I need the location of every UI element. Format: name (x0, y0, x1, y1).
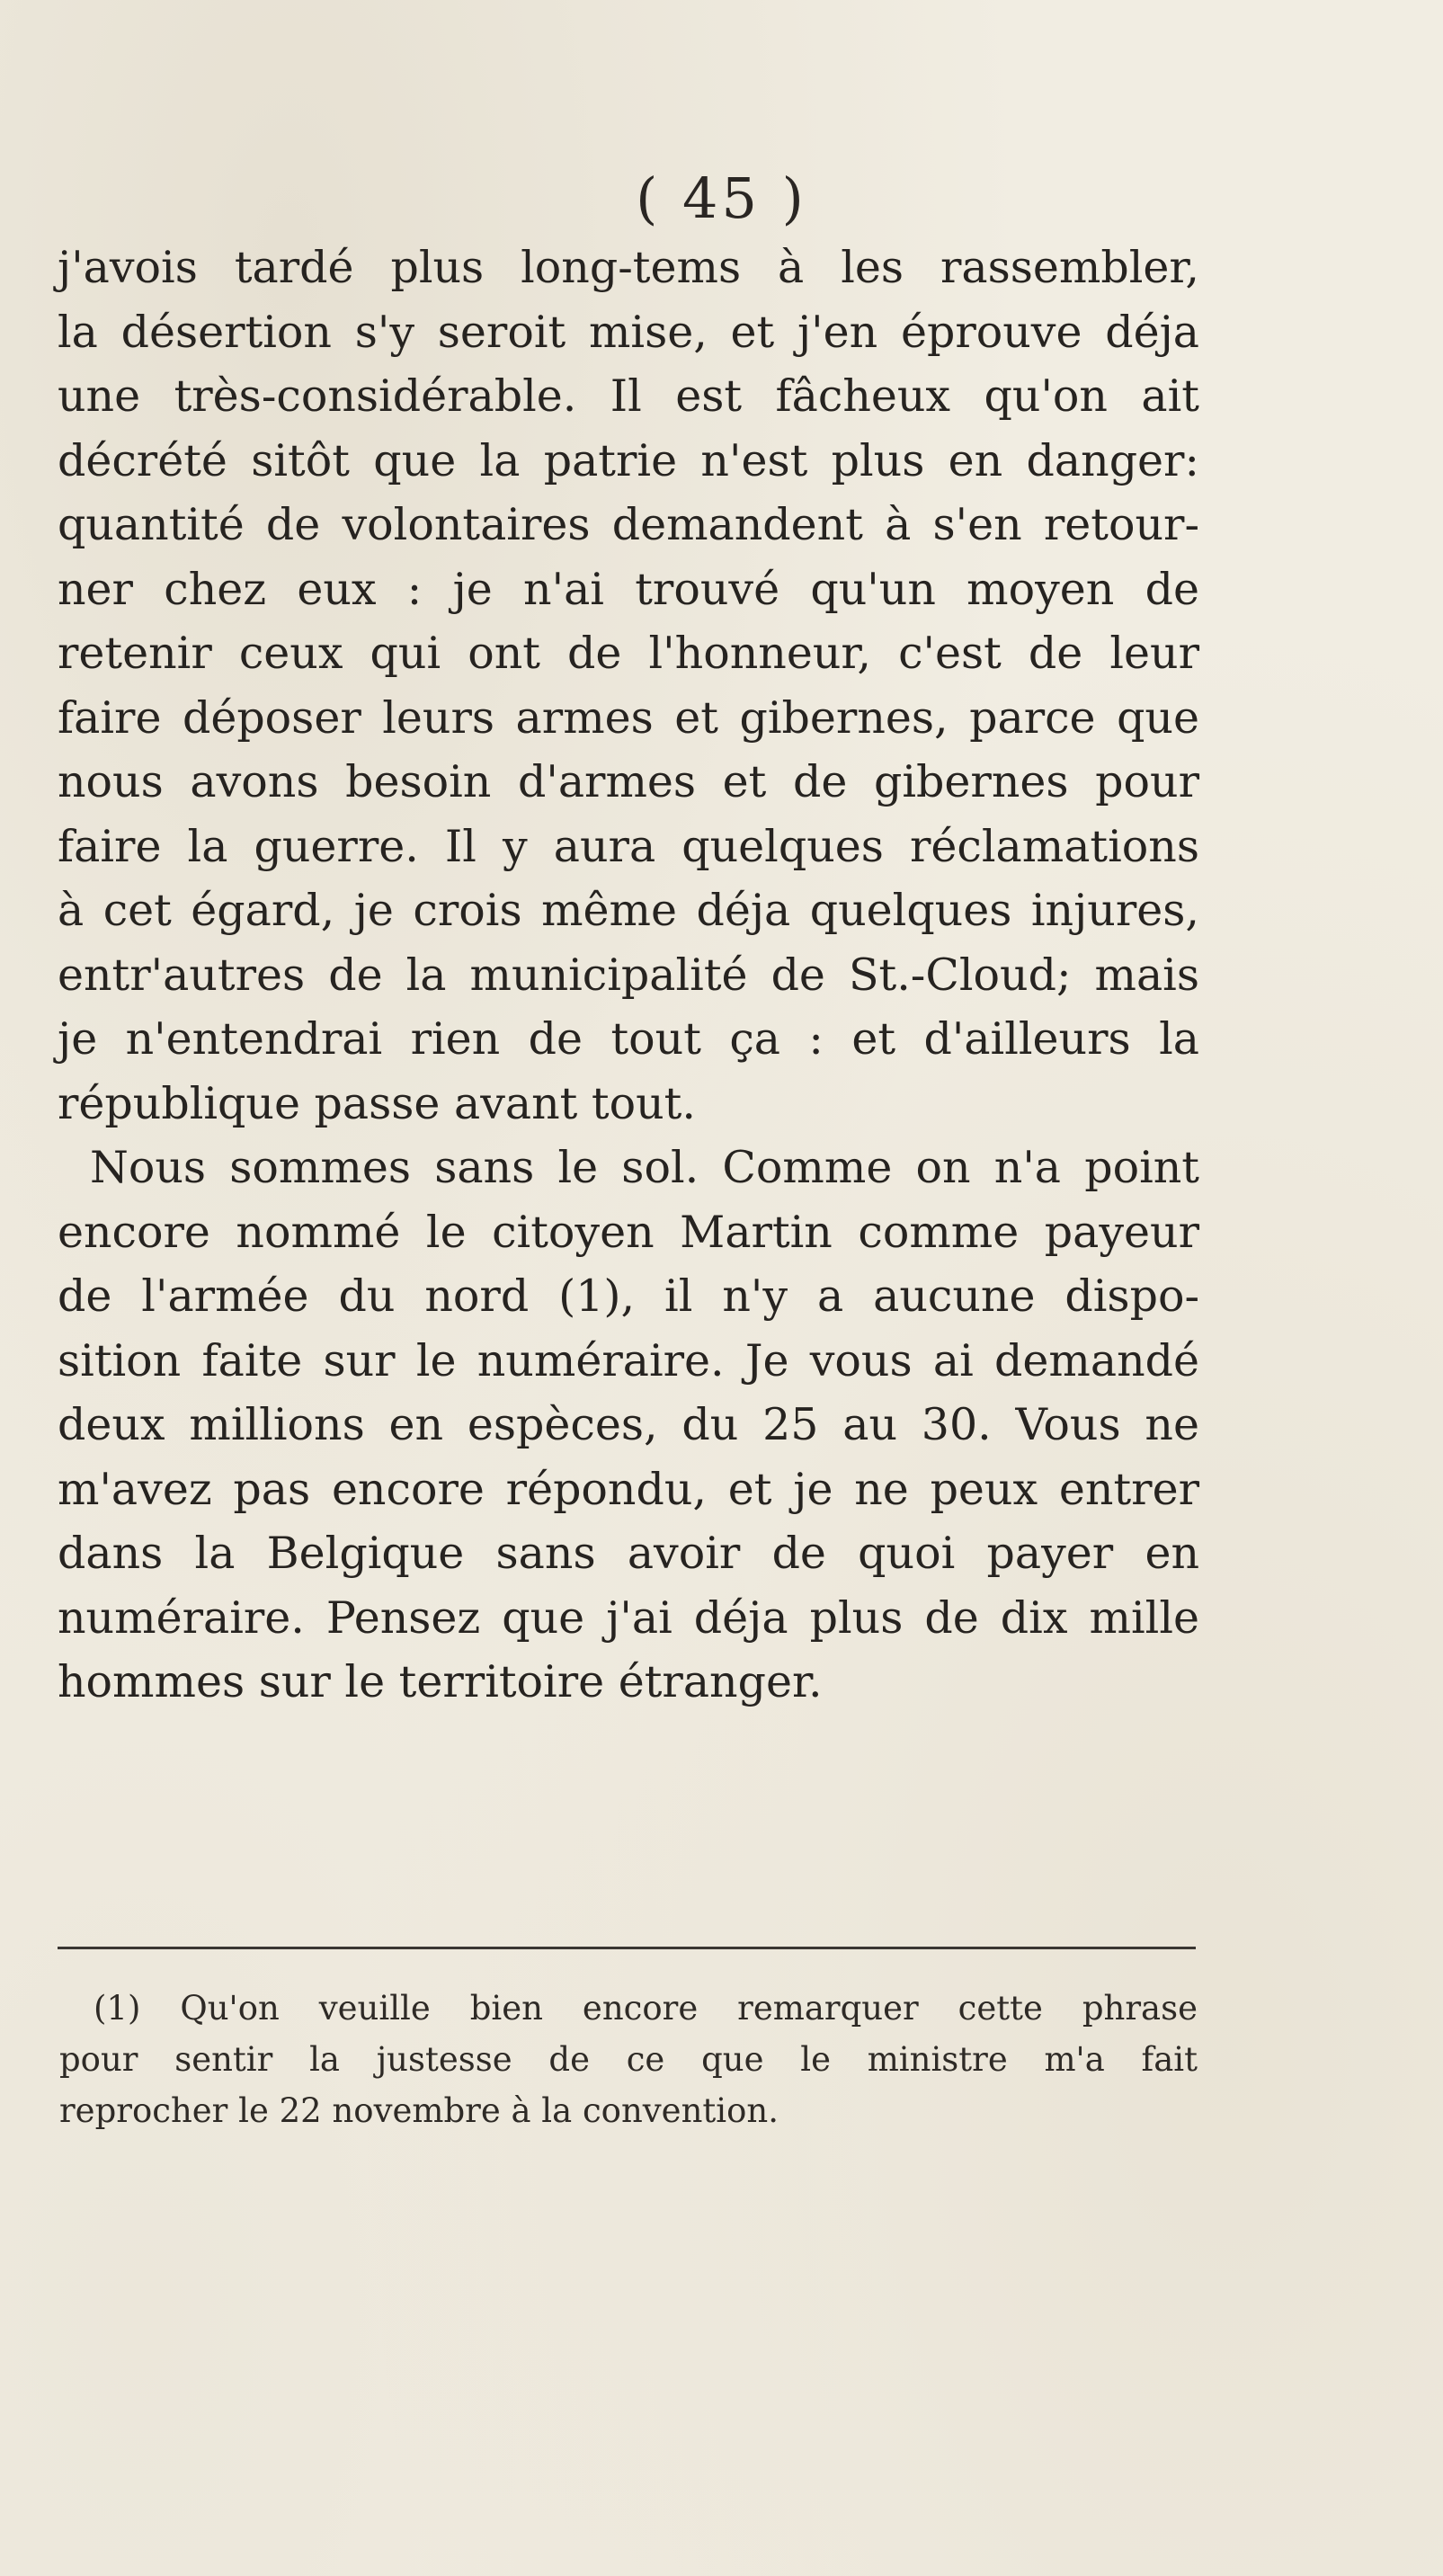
body-line: faire la guerre. Il y aura quelques réclamations (58, 820, 1199, 872)
footnote-line: pour sentir la justesse de ce que le ministre m'a fait (59, 2040, 1198, 2079)
footnote (59, 1983, 1198, 2136)
body-line: faire déposer leurs armes et gibernes, parce que (58, 691, 1199, 744)
page-number: ( 45 ) (636, 165, 807, 231)
footnote-line: reprocher le 22 novembre à la convention. (59, 2091, 779, 2130)
body-line: je n'entendrai rien de tout ça : et d'ailleurs la (58, 1013, 1199, 1065)
body-line: hommes sur le territoire étranger. (58, 1656, 823, 1707)
body-line: à cet égard, je crois même déja quelques injures, (58, 885, 1199, 936)
body-line: dans la Belgique sans avoir de quoi payer en (58, 1528, 1199, 1579)
body-line: encore nommé le citoyen Martin comme payeur (58, 1206, 1199, 1258)
body-line: décrété sitôt que la patrie n'est plus en danger: (58, 434, 1199, 486)
body-line: nous avons besoin d'armes et de gibernes pour (58, 756, 1199, 807)
body-line: la désertion s'y seroit mise, et j'en éprouve déja (58, 306, 1199, 358)
body-text (58, 236, 1199, 1715)
body-line: sition faite sur le numéraire. Je vous ai demandé (58, 1334, 1199, 1386)
body-line: une très-considérable. Il est fâcheux qu'on ait (58, 370, 1199, 422)
body-line: entr'autres de la municipalité de St.-Cloud; mais (58, 949, 1199, 1001)
body-line: m'avez pas encore répondu, et je ne peux entrer (58, 1463, 1199, 1515)
body-line: ner chez eux : je n'ai trouvé qu'un moyen de (58, 563, 1199, 615)
body-line: retenir ceux qui ont de l'honneur, c'est de leur (58, 628, 1199, 679)
body-line: république passe avant tout. (58, 1077, 696, 1129)
footnote-divider (58, 1947, 1196, 1949)
body-line: numéraire. Pensez que j'ai déja plus de dix mille (58, 1591, 1199, 1644)
body-line: quantité de volontaires demandent à s'en retour- (58, 499, 1199, 550)
body-line: Nous sommes sans le sol. Comme on n'a point (90, 1142, 1199, 1193)
body-line: j'avois tardé plus long-tems à les rassembler, (58, 242, 1199, 293)
body-line: de l'armée du nord (1), il n'y a aucune dispo- (58, 1270, 1199, 1322)
body-line: deux millions en espèces, du 25 au 30. Vous ne (58, 1399, 1199, 1450)
footnote-line: (1) Qu'on veuille bien encore remarquer cette phrase (94, 1989, 1198, 2028)
